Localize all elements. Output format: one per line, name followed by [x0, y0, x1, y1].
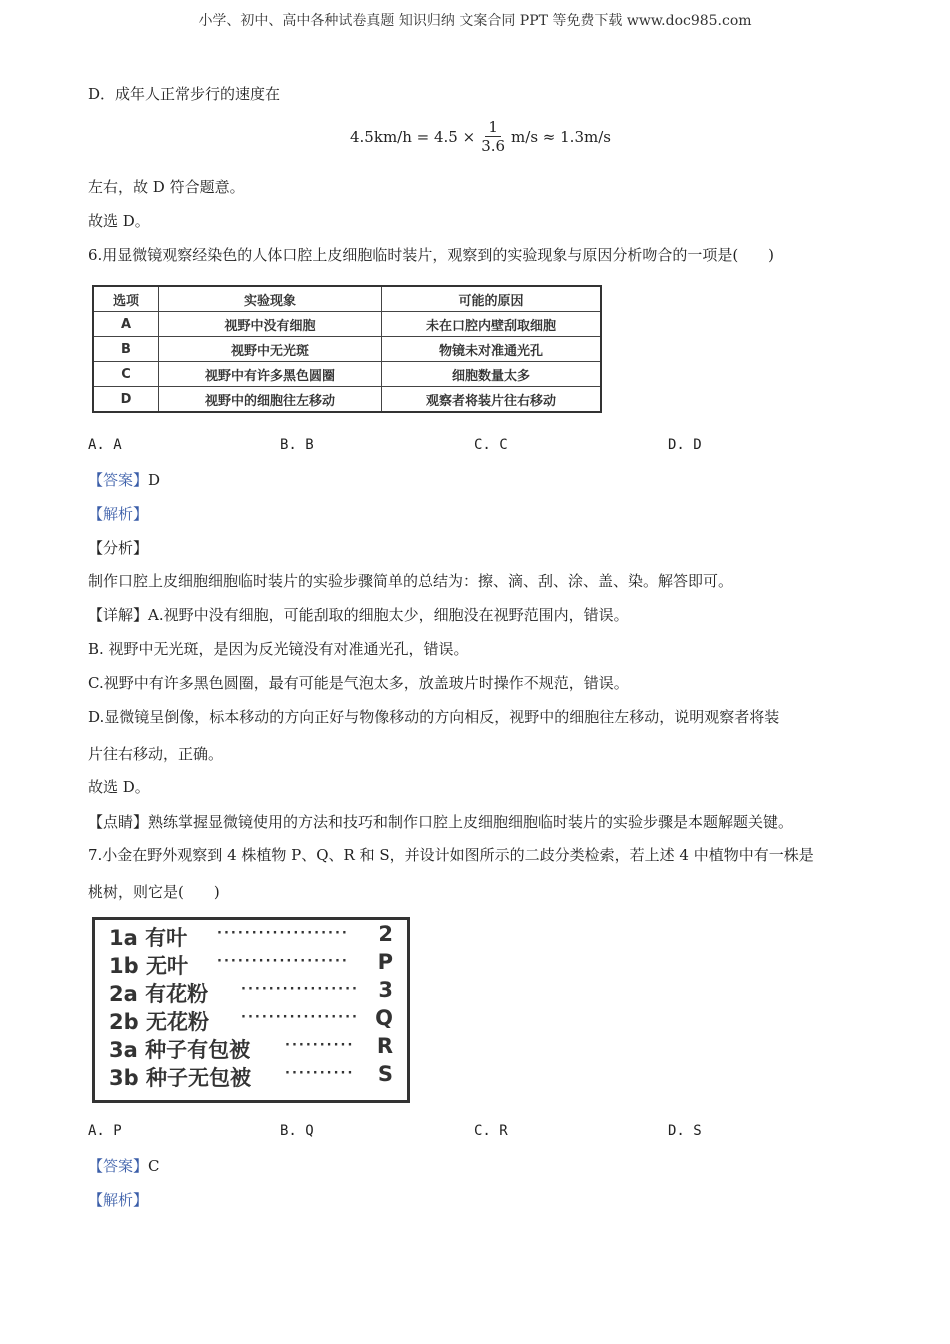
key-dots: ···················: [217, 954, 349, 969]
q6-option-c: C. C: [474, 437, 508, 453]
table-cell: A: [93, 312, 159, 337]
table-cell: 细胞数量太多: [382, 362, 602, 387]
table-header-row: [93, 286, 601, 312]
formula-left: 4.5km/h = 4.5 ×: [350, 127, 476, 146]
key-result: P: [377, 950, 393, 974]
table-cell: D: [93, 387, 159, 413]
detail-label: 【详解】: [88, 606, 149, 624]
table-cell: 未在口腔内壁刮取细胞: [382, 312, 602, 337]
q7-question-line1: 7.小金在野外观察到 4 株植物 P、Q、R 和 S，并设计如图所示的二歧分类检索，若上述 4 中植物中有一株是: [88, 846, 814, 864]
key-code: 3b 种子无包被: [109, 1066, 251, 1090]
key-dots: ·················: [241, 982, 359, 997]
key-result: 2: [378, 922, 393, 946]
key-dots: ··········: [285, 1066, 355, 1081]
key-code: 1a 有叶: [109, 926, 188, 950]
formula-right: m/s ≈ 1.3m/s: [511, 127, 611, 146]
q6-detail-d1: D.显微镜呈倒像，标本移动的方向正好与物像移动的方向相反，视野中的细胞往左移动，说明观察者将装: [88, 708, 780, 726]
table-row: [93, 362, 601, 387]
table-cell: 观察者将装片往右移动: [382, 387, 602, 413]
table-cell: 物镜未对准通光孔: [382, 337, 602, 362]
answer-label: 【答案】: [88, 1157, 149, 1175]
q6-detail-b: B. 视野中无光斑，是因为反光镜没有对准通光孔，错误。: [88, 640, 469, 658]
key-dots: ·················: [241, 1010, 359, 1025]
q7-option-a: A. P: [88, 1123, 122, 1139]
q6-fenxi-label: 【分析】: [88, 539, 149, 557]
key-code: 3a 种子有包被: [109, 1038, 251, 1062]
key-result: R: [376, 1034, 393, 1058]
page-header: 小学、初中、高中各种试卷真题 知识归纳 文案合同 PPT 等免费下载 www.doc985.com: [198, 13, 752, 29]
key-code: 2b 无花粉: [109, 1010, 209, 1034]
q6-option-d: D. D: [668, 437, 702, 453]
q6-detail-c: C.视野中有许多黑色圆圈，最有可能是气泡太多，放盖玻片时操作不规范，错误。: [88, 674, 629, 692]
q6-option-a: A. A: [88, 437, 122, 453]
q6-detail-d2: 片往右移动，正确。: [88, 745, 224, 763]
answer-value: D: [148, 471, 161, 489]
q6-detail-a: [88, 605, 629, 625]
key-row: [109, 950, 399, 978]
table-cell: C: [93, 362, 159, 387]
key-row: [109, 1062, 399, 1090]
detail-text: A.视野中没有细胞，可能刮取的细胞太少，细胞没在视野范围内，错误。: [148, 606, 629, 624]
answer-value: C: [148, 1157, 160, 1175]
dianjing-text: 熟练掌握显微镜使用的方法和技巧和制作口腔上皮细胞细胞临时装片的实验步骤是本题解题关键。: [148, 813, 794, 831]
key-row: [109, 922, 399, 950]
q5-choose: 故选 D。: [88, 212, 150, 230]
table-header-cell: 实验现象: [159, 286, 382, 312]
key-result: 3: [378, 978, 393, 1002]
q6-question: 6.用显微镜观察经染色的人体口腔上皮细胞临时装片，观察到的实验现象与原因分析吻合的一项是( ): [88, 246, 775, 264]
table-header-cell: 可能的原因: [382, 286, 602, 312]
table-cell: 视野中有许多黑色圆圈: [159, 362, 382, 387]
table-header-cell: 选项: [93, 286, 159, 312]
fraction-numerator: 1: [485, 118, 501, 137]
table-row: [93, 337, 601, 362]
table-cell: 视野中无光斑: [159, 337, 382, 362]
dianjing-label: 【点睛】: [88, 813, 149, 831]
q7-option-c: C. R: [474, 1123, 508, 1139]
q7-option-d: D. S: [668, 1123, 702, 1139]
table-row: [93, 312, 601, 337]
speed-formula: [350, 118, 611, 155]
q7-answer: [88, 1156, 160, 1176]
key-result: S: [377, 1062, 393, 1086]
q6-analysis-label: 【解析】: [88, 505, 149, 523]
q7-option-b: B. Q: [280, 1123, 314, 1139]
key-dots: ···················: [217, 926, 349, 941]
q6-choose: 故选 D。: [88, 778, 150, 796]
key-result: Q: [375, 1006, 393, 1030]
table-cell: 视野中的细胞往左移动: [159, 387, 382, 413]
key-row: [109, 978, 399, 1006]
q6-answer: [88, 470, 160, 490]
key-row: [109, 1006, 399, 1034]
q6-dianjing: [88, 812, 793, 832]
key-code: 1b 无叶: [109, 954, 188, 978]
table-cell: B: [93, 337, 159, 362]
q6-fenxi: 制作口腔上皮细胞细胞临时装片的实验步骤简单的总结为：擦、滴、刮、涂、盖、染。解答即可。: [88, 572, 734, 590]
fraction: [478, 118, 508, 155]
q5-conclusion: 左右，故 D 符合题意。: [88, 178, 245, 196]
q7-analysis-label: 【解析】: [88, 1191, 149, 1209]
fraction-denominator: 3.6: [481, 137, 506, 155]
key-dots: ··········: [285, 1038, 355, 1053]
key-row: [109, 1034, 399, 1062]
answer-label: 【答案】: [88, 471, 149, 489]
q6-option-b: B. B: [280, 437, 314, 453]
q6-table: [92, 285, 602, 413]
dichotomous-key-figure: [92, 917, 410, 1103]
table-row: [93, 387, 601, 413]
key-code: 2a 有花粉: [109, 982, 209, 1006]
q5-option-d: D．成年人正常步行的速度在: [88, 85, 281, 103]
table-cell: 视野中没有细胞: [159, 312, 382, 337]
q7-question-line2: 桃树，则它是( ): [88, 883, 220, 901]
